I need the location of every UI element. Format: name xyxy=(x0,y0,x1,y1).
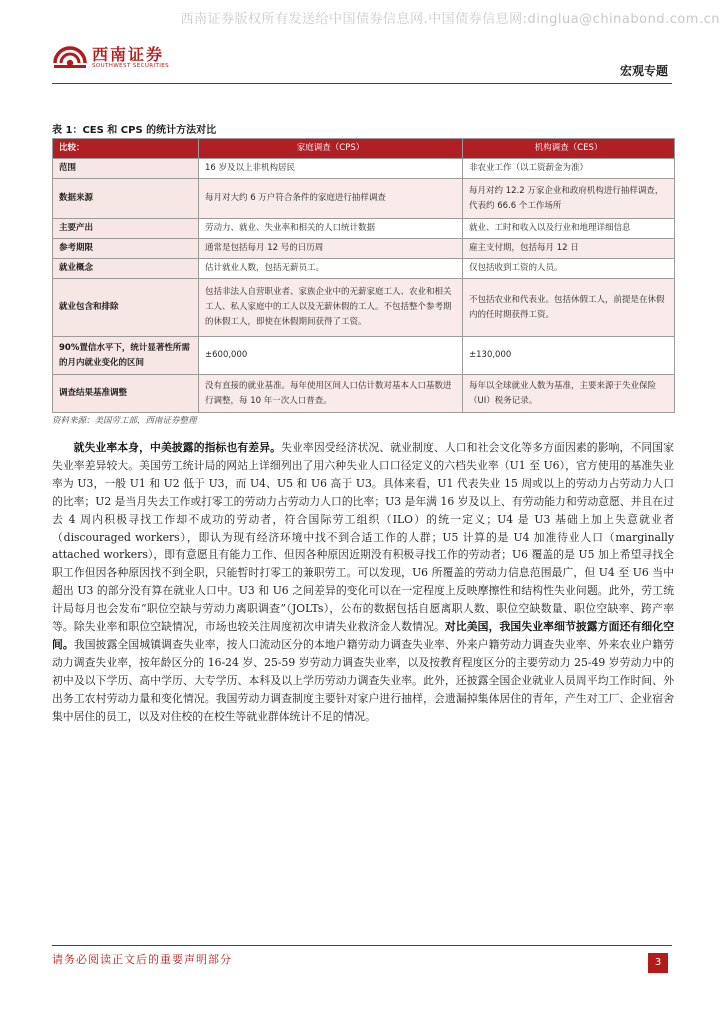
table-row xyxy=(53,337,675,375)
row-label: 就业包含和排除 xyxy=(53,279,199,337)
body-paragraph xyxy=(52,439,674,726)
body-text-a: 失业率因受经济状况、就业制度、人口和社会文化等多方面因素的影响，不同国家失业率差异较大。美国劳工统计局的网站上详细列出了用六种失业人口口径定义的六档失业率（U1 至 U6），官方使用的基准失业率为 U3，一般 U1 和 U2 低于 U3，而 U4、U5 和 U6 高于 U3。具体来看，U1 代表失业 15 周或以上的劳动力占劳动力人口的比率；U2 是当月失去工作或打零工的劳动力占劳动力人口的比率；U3 是年满 16 岁及以上、有劳动能力和劳动意愿、并且在过去 4 周内积极寻找工作却不成功的劳动者，符合国际劳工组织（ILO）的统一定义；U4 是 U3 基础上加上失意就业者（discouraged workers），即认为现有经济环境中找不到合适工作的人群；U5 计算的是 U4 加准待业人口（marginally attached workers），即有意愿且有能力工作、但因各种原因近期没有积极寻找工作的劳动者；U6 覆盖的是 U5 加上希望寻找全职工作但因各种原因找不到全职，只能暂时打零工的兼职劳工。可以发现，U6 所覆盖的劳动力信息范围最广，但 U4 至 U6 当中超出 U3 的部分没有算在就业人口中。U3 和 U6 之间差异的变化可以在一定程度上反映摩擦性和结构性失业问题。此外，劳工统计局每月也会发布“职位空缺与劳动力离职调查”（JOLTs），公布的数据包括自愿离职人数、职位空缺数量、职位空缺率、跨产率等。除失业率和职位空缺情况，市场也较关注周度初次申请失业救济金人数情况。 xyxy=(52,441,675,634)
table-cell: 16 岁及以上非机构居民 xyxy=(199,159,463,179)
body-text-b: 我国披露全国城镇调查失业率，按人口流动区分的本地户籍劳动力调查失业率、外来户籍劳动力调查失业率、外来农业户籍劳动力调查失业率，按年龄区分的 16-24 岁、25-59 岁劳动力调查失业率，以及按教育程度区分的主要劳动力 25-49 岁劳动力中的初中及以下学历、高中学历、大专学历、本科及以上学历劳动力调查失业率。此外，还披露全国企业就业人员周平均工作时间、外出务工农村劳动力量和变化情况。我国劳动力调查制度主要针对家户进行抽样，会遗漏掉集体居住的青年，产生对工厂、企业宿舍集中居住的员工，以及对住校的在校生等就业群体统计不足的情况。 xyxy=(52,637,675,723)
table-cell: 不包括农业和代表业。包括休假工人，前提是在休假内的任时期获得工资。 xyxy=(463,279,675,337)
table-cell: 劳动力、就业、失业率和相关的人口统计数据 xyxy=(199,219,463,239)
header-divider xyxy=(52,83,672,84)
brand-name-en: SOUTHWEST SECURITIES xyxy=(92,63,170,69)
brand-logo xyxy=(52,38,182,78)
table-row xyxy=(53,279,675,337)
table-cell: 每月对约 12.2 万家企业和政府机构进行抽样调查，代表约 66.6 个工作场所 xyxy=(463,179,675,219)
table-row xyxy=(53,179,675,219)
footer-divider xyxy=(52,945,672,946)
table-cell: 仅包括收到工资的人员。 xyxy=(463,259,675,279)
table-row xyxy=(53,239,675,259)
body-lead-bold-2: 对比美国，我国失业率细节披露方面还有细化空间。 xyxy=(52,620,675,651)
table-row xyxy=(53,159,675,179)
table-cell: 每月对大约 6 万户符合条件的家庭进行抽样调查 xyxy=(199,179,463,219)
brand-logo-icon xyxy=(52,41,88,71)
table-header-cell: 比较： xyxy=(53,139,199,159)
table-cell: 非农业工作（以工资薪金为准） xyxy=(463,159,675,179)
table-cell: 估计就业人数，包括无薪员工。 xyxy=(199,259,463,279)
watermark-text: 西南证券版权所有发送给中国债券信息网.中国债券信息网:dinglua@chinabond.com.cn xyxy=(180,12,720,27)
table-cell: 包括非法人自营职业者、家族企业中的无薪家庭工人、农业和相关工人、私人家庭中的工人以及无薪休假的工人。不包括整个参考期的休假工人，即使在休假期间获得了工资。 xyxy=(199,279,463,337)
row-label: 参考期限 xyxy=(53,239,199,259)
table-cell: ±600,000 xyxy=(199,337,463,375)
table-cell: 雇主支付期，包括每月 12 日 xyxy=(463,239,675,259)
page-number: 3 xyxy=(648,953,668,973)
row-label: 调查结果基准调整 xyxy=(53,375,199,413)
table-cell: 没有直接的就业基准。每年使用区间人口估计数对基本人口基数进行调整，每 10 年一次人口普查。 xyxy=(199,375,463,413)
table-header-cell: 机构调查（CES） xyxy=(463,139,675,159)
table-row xyxy=(53,219,675,239)
brand-name-cn: 西南证券 xyxy=(92,45,165,64)
table-source: 资料来源：美国劳工部，西南证券整理 xyxy=(52,416,197,426)
row-label: 90%置信水平下，统计显著性所需的月内就业变化的区间 xyxy=(53,337,199,375)
body-lead-bold: 就失业率本身，中美披露的指标也有差异。 xyxy=(73,441,282,454)
table-cell: 就业、工时和收入以及行业和地理详细信息 xyxy=(463,219,675,239)
row-label: 数据来源 xyxy=(53,179,199,219)
row-label: 就业概念 xyxy=(53,259,199,279)
table-cell: 通常是包括每月 12 号的日历周 xyxy=(199,239,463,259)
table-header-cell: 家庭调查（CPS） xyxy=(199,139,463,159)
table-cell: ±130,000 xyxy=(463,337,675,375)
table-row xyxy=(53,375,675,413)
disclaimer-note: 请务必阅读正文后的重要声明部分 xyxy=(52,953,232,966)
comparison-table xyxy=(52,138,675,413)
row-label: 主要产出 xyxy=(53,219,199,239)
table-row xyxy=(53,259,675,279)
table-caption: 表 1：CES 和 CPS 的统计方法对比 xyxy=(52,125,217,136)
table-cell: 每年以全球就业人数为基准，主要来源于失业保险（UI）税务记录。 xyxy=(463,375,675,413)
table-header-row xyxy=(53,139,675,159)
row-label: 范围 xyxy=(53,159,199,179)
section-title: 宏观专题 xyxy=(619,64,668,78)
